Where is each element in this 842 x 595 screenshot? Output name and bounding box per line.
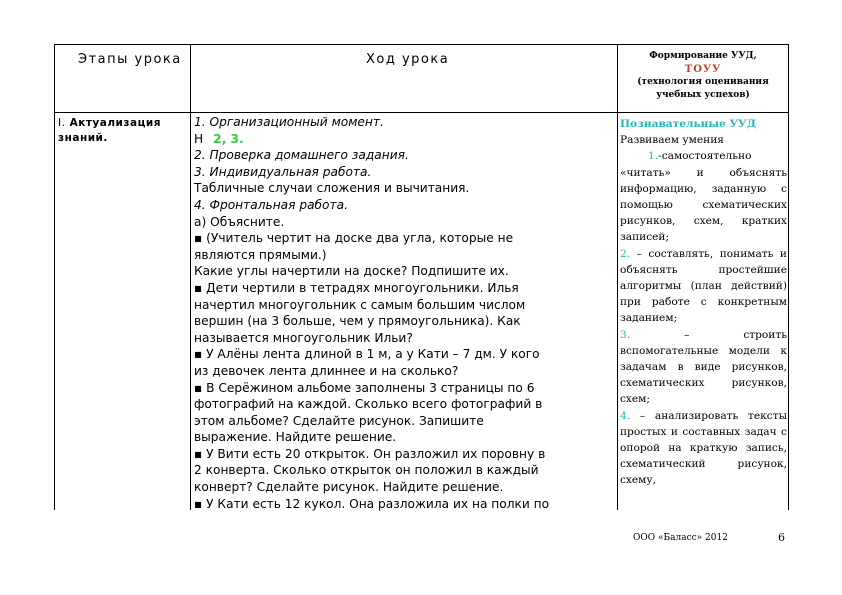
uud-item-number: 1. [648, 150, 659, 163]
stage-name: Актуализация знаний. [58, 117, 161, 144]
uud-item-number: 3. [620, 328, 631, 341]
column-divider-1 [190, 44, 191, 510]
lesson-line: из девочек лента длиннее и на сколько? [194, 363, 459, 378]
lesson-line: конверт? Сделайте рисунок. Найдите решение. [194, 480, 504, 495]
lesson-line: ▪ В Серёжином альбоме заполнены 3 страницы по 6 [194, 380, 535, 395]
lesson-line: 1. Организационный момент. [194, 115, 384, 129]
lesson-line: являются прямыми.) [194, 247, 327, 262]
lesson-line: ▪ У Алёны лента длиной в 1 м, а у Кати – 7 дм. У кого [194, 347, 540, 362]
lesson-line: этом альбоме? Сделайте рисунок. Запишите [194, 413, 484, 428]
table-left-border [54, 44, 55, 510]
uud-item-text: -самостоятельно «читать» и объяснять информацию, заданную с помощью схематических рисунков, схем, кратких записей; [620, 150, 787, 244]
uud-subtitle: Развиваем умения [620, 134, 724, 147]
uud-item [620, 327, 787, 408]
footer-company: ООО «Баласс» 2012 [633, 533, 728, 543]
uud-item-text: – составлять, понимать и объяснять простейшие алгоритмы (план действий) при работе с конкретным заданием; [620, 247, 787, 325]
lesson-line: Табличные случаи сложения и вычитания. [194, 181, 470, 196]
header-bottom-border [54, 112, 789, 113]
lesson-line: 4. Фронтальная работа. [194, 197, 348, 212]
lesson-line: начертил многоугольник с самым большим числом [194, 297, 526, 312]
stage-cell [58, 116, 188, 146]
lesson-flow-cell [194, 114, 614, 512]
header-uud-accent: ТОУУ [684, 64, 722, 75]
uud-item-text: – анализировать тексты простых и составных задач с опорой на краткую запись, схематический рисунок, схему, [620, 409, 787, 487]
header-stages: Этапы урока [78, 52, 182, 67]
header-uud-title: Формирование УУД, [649, 51, 757, 61]
uud-item [620, 246, 787, 327]
lesson-line: а) Объясните. [194, 214, 285, 229]
uud-item-number: 4. [620, 409, 631, 422]
lesson-line: 3. Индивидуальная работа. [194, 164, 372, 179]
uud-cell [620, 116, 787, 489]
lesson-line: называется многоугольник Ильи? [194, 330, 413, 345]
lesson-refs: 2, 3. [213, 131, 244, 146]
header-uud [620, 50, 786, 102]
table-right-border [788, 44, 789, 510]
uud-item [620, 408, 787, 489]
lesson-line: фотографий на каждой. Сколько всего фотографий в [194, 397, 543, 412]
lesson-line: ▪ У Кати есть 12 кукол. Она разложила их на полки по [194, 496, 550, 511]
uud-item [620, 148, 787, 245]
uud-item-text: – строить вспомогательные модели к задачам в виде рисунков, схематических рисунков, схем; [620, 328, 787, 406]
lesson-line: ▪ (Учитель чертит на доске два угла, которые не [194, 231, 514, 246]
lesson-line: выражение. Найдите решение. [194, 430, 397, 445]
column-divider-2 [617, 44, 618, 510]
header-lesson-flow: Ход урока [366, 52, 450, 67]
lesson-line: ▪ У Вити есть 20 открыток. Он разложил их поровну в [194, 446, 546, 461]
uud-title: Познавательные УУД [620, 118, 757, 130]
lesson-prefix: Н [194, 131, 204, 146]
lesson-line: вершин (на 3 больше, чем у прямоугольника). Как [194, 314, 521, 329]
lesson-line [194, 131, 614, 148]
lesson-line: 2. Проверка домашнего задания. [194, 148, 409, 163]
header-uud-note: (технология оценивания учебных успехов) [637, 77, 769, 100]
lesson-table [54, 44, 789, 510]
page-number: 6 [778, 531, 785, 544]
stage-number: I. [58, 117, 66, 129]
uud-item-number: 2. [620, 247, 631, 260]
lesson-line: Какие углы начертили на доске? Подпишите их. [194, 264, 509, 279]
lesson-line: ▪ Дети чертили в тетрадях многоугольники. Илья [194, 280, 519, 295]
table-top-border [54, 44, 789, 45]
lesson-line: 2 конверта. Сколько открыток он положил в каждый [194, 463, 539, 478]
